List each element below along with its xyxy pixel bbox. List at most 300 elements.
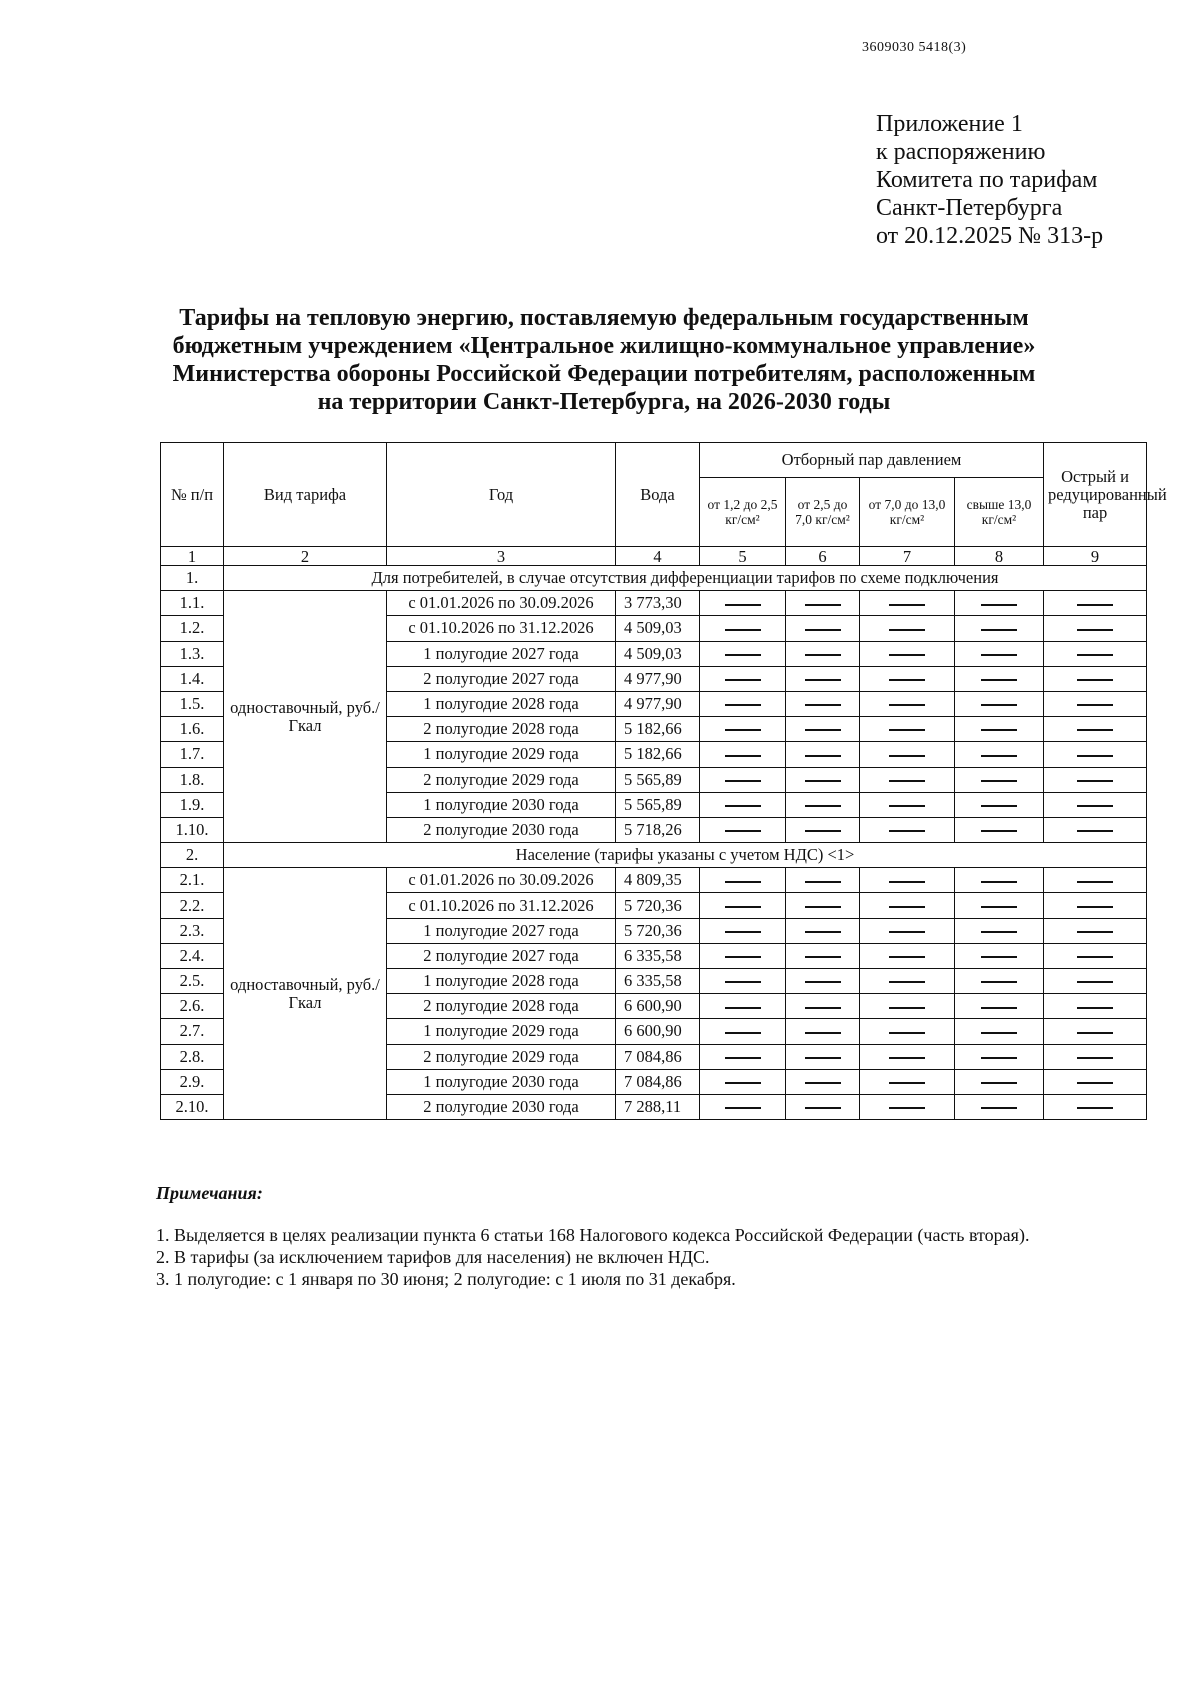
water-tariff-cell: 6 600,90 xyxy=(616,1019,700,1044)
column-number: 7 xyxy=(860,547,955,566)
section-title: Для потребителей, в случае отсутствия дифференциации тарифов по схеме подключения xyxy=(224,566,1147,591)
row-num: 2.2. xyxy=(161,893,224,918)
period-cell: с 01.10.2026 по 31.12.2026 xyxy=(387,893,616,918)
dash-cell xyxy=(860,591,955,616)
dash-mark xyxy=(805,704,841,706)
appendix-line: Санкт-Петербурга xyxy=(876,195,1063,221)
dash-cell xyxy=(786,767,860,792)
dash-mark xyxy=(889,906,925,908)
dash-cell xyxy=(955,742,1044,767)
period-cell: 2 полугодие 2028 года xyxy=(387,994,616,1019)
dash-mark xyxy=(1077,956,1113,958)
dash-cell xyxy=(700,767,786,792)
dash-mark xyxy=(805,881,841,883)
header-steam-1: от 1,2 до 2,5 кг/см² xyxy=(700,478,786,547)
dash-cell xyxy=(1044,994,1147,1019)
dash-cell xyxy=(786,717,860,742)
row-num: 1.6. xyxy=(161,717,224,742)
dash-mark xyxy=(981,1057,1017,1059)
dash-mark xyxy=(805,931,841,933)
dash-mark xyxy=(981,755,1017,757)
dash-mark xyxy=(805,1007,841,1009)
dash-cell xyxy=(860,893,955,918)
dash-cell xyxy=(786,969,860,994)
water-tariff-cell: 4 509,03 xyxy=(616,616,700,641)
dash-cell xyxy=(860,691,955,716)
column-number: 4 xyxy=(616,547,700,566)
water-tariff-cell: 7 288,11 xyxy=(616,1094,700,1119)
dash-mark xyxy=(1077,704,1113,706)
dash-mark xyxy=(981,604,1017,606)
dash-mark xyxy=(1077,780,1113,782)
dash-cell xyxy=(860,969,955,994)
dash-cell xyxy=(1044,616,1147,641)
title-line: Министерства обороны Российской Федерации потребителям, расположенным xyxy=(172,361,1036,387)
column-number: 5 xyxy=(700,547,786,566)
dash-mark xyxy=(889,881,925,883)
column-number: 9 xyxy=(1044,547,1147,566)
dash-cell xyxy=(700,641,786,666)
dash-mark xyxy=(805,654,841,656)
column-number: 3 xyxy=(387,547,616,566)
dash-mark xyxy=(1077,604,1113,606)
dash-cell xyxy=(860,918,955,943)
row-num: 2.9. xyxy=(161,1069,224,1094)
dash-cell xyxy=(786,792,860,817)
dash-cell xyxy=(1044,918,1147,943)
dash-cell xyxy=(955,641,1044,666)
row-num: 1.2. xyxy=(161,616,224,641)
period-cell: 1 полугодие 2028 года xyxy=(387,691,616,716)
dash-cell xyxy=(700,994,786,1019)
appendix-header xyxy=(876,110,1103,250)
dash-mark xyxy=(805,1057,841,1059)
dash-cell xyxy=(955,918,1044,943)
dash-cell xyxy=(955,767,1044,792)
period-cell: 1 полугодие 2030 года xyxy=(387,1069,616,1094)
row-num: 2.10. xyxy=(161,1094,224,1119)
period-cell: 1 полугодие 2027 года xyxy=(387,641,616,666)
dash-cell xyxy=(955,994,1044,1019)
header-sharp-steam: Острый и редуцированный пар xyxy=(1044,443,1147,547)
dash-mark xyxy=(725,1057,761,1059)
dash-cell xyxy=(1044,591,1147,616)
dash-cell xyxy=(786,943,860,968)
dash-mark xyxy=(805,780,841,782)
water-tariff-cell: 5 565,89 xyxy=(616,767,700,792)
title-line: Тарифы на тепловую энергию, поставляемую федеральным государственным xyxy=(179,305,1029,331)
dash-mark xyxy=(1077,755,1113,757)
water-tariff-cell: 6 600,90 xyxy=(616,994,700,1019)
dash-mark xyxy=(889,1107,925,1109)
water-tariff-cell: 5 182,66 xyxy=(616,717,700,742)
dash-cell xyxy=(786,691,860,716)
dash-cell xyxy=(860,1019,955,1044)
section-title: Население (тарифы указаны с учетом НДС) <1> xyxy=(224,843,1147,868)
row-num: 1.4. xyxy=(161,666,224,691)
dash-cell xyxy=(1044,943,1147,968)
dash-mark xyxy=(981,881,1017,883)
section-num: 1. xyxy=(161,566,224,591)
dash-cell xyxy=(955,1069,1044,1094)
dash-mark xyxy=(981,1107,1017,1109)
water-tariff-cell: 5 718,26 xyxy=(616,817,700,842)
water-tariff-cell: 7 084,86 xyxy=(616,1069,700,1094)
row-num: 1.1. xyxy=(161,591,224,616)
dash-mark xyxy=(805,830,841,832)
dash-cell xyxy=(700,616,786,641)
dash-mark xyxy=(1077,1007,1113,1009)
dash-cell xyxy=(955,893,1044,918)
dash-mark xyxy=(805,755,841,757)
dash-mark xyxy=(981,830,1017,832)
column-number: 6 xyxy=(786,547,860,566)
dash-cell xyxy=(786,893,860,918)
dash-mark xyxy=(805,729,841,731)
header-steam-4: свыше 13,0 кг/см² xyxy=(955,478,1044,547)
period-cell: с 01.10.2026 по 31.12.2026 xyxy=(387,616,616,641)
row-num: 1.3. xyxy=(161,641,224,666)
dash-mark xyxy=(981,931,1017,933)
dash-cell xyxy=(1044,969,1147,994)
dash-cell xyxy=(1044,1019,1147,1044)
dash-mark xyxy=(805,604,841,606)
dash-cell xyxy=(786,817,860,842)
dash-mark xyxy=(981,981,1017,983)
dash-cell xyxy=(955,1019,1044,1044)
column-number: 1 xyxy=(161,547,224,566)
dash-mark xyxy=(981,629,1017,631)
dash-mark xyxy=(889,1082,925,1084)
document-title xyxy=(120,304,1088,416)
header-tariff-type: Вид тарифа xyxy=(224,443,387,547)
row-num: 2.1. xyxy=(161,868,224,893)
appendix-line: Комитета по тарифам xyxy=(876,167,1098,193)
period-cell: 1 полугодие 2029 года xyxy=(387,742,616,767)
note-item: 2. В тарифы (за исключением тарифов для населения) не включен НДС. xyxy=(156,1247,710,1267)
dash-cell xyxy=(860,742,955,767)
water-tariff-cell: 4 977,90 xyxy=(616,666,700,691)
dash-cell xyxy=(1044,817,1147,842)
appendix-line: к распоряжению xyxy=(876,139,1046,165)
dash-mark xyxy=(981,1007,1017,1009)
dash-mark xyxy=(1077,906,1113,908)
dash-cell xyxy=(860,1094,955,1119)
dash-mark xyxy=(805,1032,841,1034)
column-number: 2 xyxy=(224,547,387,566)
period-cell: 2 полугодие 2027 года xyxy=(387,666,616,691)
dash-cell xyxy=(1044,717,1147,742)
tariff-type-cell: одноставочный, руб./Гкал xyxy=(224,868,387,1120)
dash-mark xyxy=(725,830,761,832)
period-cell: 1 полугодие 2027 года xyxy=(387,918,616,943)
dash-cell xyxy=(860,792,955,817)
header-steam-group: Отборный пар давлением xyxy=(700,443,1044,478)
dash-cell xyxy=(1044,792,1147,817)
dash-mark xyxy=(981,679,1017,681)
dash-mark xyxy=(725,805,761,807)
dash-cell xyxy=(860,943,955,968)
dash-cell xyxy=(1044,893,1147,918)
document-number: 3609030 5418(3) xyxy=(862,40,967,55)
dash-cell xyxy=(700,1094,786,1119)
dash-mark xyxy=(725,679,761,681)
dash-mark xyxy=(981,654,1017,656)
dash-cell xyxy=(700,591,786,616)
dash-mark xyxy=(981,704,1017,706)
dash-cell xyxy=(700,868,786,893)
tariff-type-cell: одноставочный, руб./Гкал xyxy=(224,591,387,843)
period-cell: 1 полугодие 2030 года xyxy=(387,792,616,817)
dash-mark xyxy=(889,830,925,832)
dash-cell xyxy=(955,717,1044,742)
column-numbers-row xyxy=(161,547,1147,566)
dash-mark xyxy=(725,1107,761,1109)
period-cell: с 01.01.2026 по 30.09.2026 xyxy=(387,868,616,893)
dash-cell xyxy=(786,1094,860,1119)
period-cell: с 01.01.2026 по 30.09.2026 xyxy=(387,591,616,616)
dash-mark xyxy=(805,805,841,807)
header-water: Вода xyxy=(616,443,700,547)
dash-mark xyxy=(889,704,925,706)
water-tariff-cell: 6 335,58 xyxy=(616,969,700,994)
section-row xyxy=(161,843,1147,868)
dash-mark xyxy=(725,629,761,631)
dash-mark xyxy=(981,780,1017,782)
dash-mark xyxy=(889,729,925,731)
row-num: 2.8. xyxy=(161,1044,224,1069)
dash-mark xyxy=(805,1082,841,1084)
period-cell: 1 полугодие 2029 года xyxy=(387,1019,616,1044)
row-num: 2.5. xyxy=(161,969,224,994)
dash-mark xyxy=(981,1082,1017,1084)
row-num: 1.10. xyxy=(161,817,224,842)
dash-cell xyxy=(955,616,1044,641)
dash-mark xyxy=(725,931,761,933)
water-tariff-cell: 7 084,86 xyxy=(616,1044,700,1069)
dash-cell xyxy=(1044,1044,1147,1069)
dash-mark xyxy=(725,729,761,731)
water-tariff-cell: 5 720,36 xyxy=(616,893,700,918)
row-num: 1.5. xyxy=(161,691,224,716)
period-cell: 2 полугодие 2028 года xyxy=(387,717,616,742)
dash-cell xyxy=(786,868,860,893)
dash-mark xyxy=(1077,679,1113,681)
dash-cell xyxy=(700,943,786,968)
dash-cell xyxy=(700,893,786,918)
title-line: бюджетным учреждением «Центральное жилищно-коммунальное управление» xyxy=(172,333,1036,359)
dash-mark xyxy=(725,755,761,757)
dash-mark xyxy=(889,604,925,606)
water-tariff-cell: 4 509,03 xyxy=(616,641,700,666)
period-cell: 2 полугодие 2030 года xyxy=(387,1094,616,1119)
dash-mark xyxy=(1077,1057,1113,1059)
dash-cell xyxy=(955,792,1044,817)
dash-mark xyxy=(805,956,841,958)
notes-block xyxy=(156,1182,1126,1290)
dash-cell xyxy=(955,868,1044,893)
dash-mark xyxy=(889,654,925,656)
header-steam-3: от 7,0 до 13,0 кг/см² xyxy=(860,478,955,547)
row-num: 2.3. xyxy=(161,918,224,943)
dash-cell xyxy=(786,1044,860,1069)
dash-mark xyxy=(725,704,761,706)
dash-mark xyxy=(889,679,925,681)
dash-mark xyxy=(725,981,761,983)
dash-cell xyxy=(1044,641,1147,666)
dash-mark xyxy=(725,604,761,606)
water-tariff-cell: 6 335,58 xyxy=(616,943,700,968)
dash-cell xyxy=(786,641,860,666)
dash-cell xyxy=(700,792,786,817)
dash-mark xyxy=(805,679,841,681)
dash-mark xyxy=(1077,629,1113,631)
dash-cell xyxy=(700,1044,786,1069)
dash-mark xyxy=(1077,1082,1113,1084)
dash-cell xyxy=(1044,691,1147,716)
dash-cell xyxy=(786,666,860,691)
dash-cell xyxy=(860,817,955,842)
section-num: 2. xyxy=(161,843,224,868)
dash-cell xyxy=(700,742,786,767)
dash-mark xyxy=(889,780,925,782)
dash-mark xyxy=(1077,805,1113,807)
note-item: 1. Выделяется в целях реализации пункта 6 статьи 168 Налогового кодекса Российской Федерации (часть вторая). xyxy=(156,1225,1030,1245)
dash-cell xyxy=(786,591,860,616)
dash-mark xyxy=(981,729,1017,731)
dash-mark xyxy=(981,956,1017,958)
dash-mark xyxy=(725,956,761,958)
appendix-line: от 20.12.2025 № 313-р xyxy=(876,223,1104,249)
dash-cell xyxy=(955,591,1044,616)
header-steam-2: от 2,5 до 7,0 кг/см² xyxy=(786,478,860,547)
row-num: 1.9. xyxy=(161,792,224,817)
dash-cell xyxy=(700,918,786,943)
dash-cell xyxy=(955,1044,1044,1069)
dash-mark xyxy=(805,981,841,983)
period-cell: 2 полугодие 2027 года xyxy=(387,943,616,968)
dash-mark xyxy=(889,1032,925,1034)
dash-mark xyxy=(805,629,841,631)
dash-mark xyxy=(725,906,761,908)
dash-cell xyxy=(786,1019,860,1044)
dash-mark xyxy=(725,881,761,883)
row-num: 2.6. xyxy=(161,994,224,1019)
dash-cell xyxy=(786,1069,860,1094)
dash-cell xyxy=(955,691,1044,716)
water-tariff-cell: 4 809,35 xyxy=(616,868,700,893)
dash-mark xyxy=(889,956,925,958)
dash-cell xyxy=(1044,742,1147,767)
row-num: 1.7. xyxy=(161,742,224,767)
dash-cell xyxy=(786,918,860,943)
dash-cell xyxy=(700,666,786,691)
period-cell: 1 полугодие 2028 года xyxy=(387,969,616,994)
dash-mark xyxy=(725,654,761,656)
dash-mark xyxy=(889,931,925,933)
water-tariff-cell: 5 182,66 xyxy=(616,742,700,767)
dash-cell xyxy=(955,817,1044,842)
period-cell: 2 полугодие 2030 года xyxy=(387,817,616,842)
header-num: № п/п xyxy=(161,443,224,547)
dash-cell xyxy=(860,767,955,792)
dash-cell xyxy=(1044,1094,1147,1119)
dash-cell xyxy=(700,717,786,742)
table-row xyxy=(161,591,1147,616)
dash-cell xyxy=(860,666,955,691)
column-number: 8 xyxy=(955,547,1044,566)
dash-cell xyxy=(786,616,860,641)
dash-mark xyxy=(1077,931,1113,933)
dash-mark xyxy=(981,805,1017,807)
dash-mark xyxy=(1077,981,1113,983)
dash-cell xyxy=(700,691,786,716)
notes-title: Примечания: xyxy=(156,1183,263,1203)
row-num: 2.7. xyxy=(161,1019,224,1044)
dash-cell xyxy=(955,969,1044,994)
dash-cell xyxy=(860,641,955,666)
dash-mark xyxy=(725,1007,761,1009)
appendix-line: Приложение 1 xyxy=(876,111,1023,137)
dash-cell xyxy=(700,969,786,994)
dash-mark xyxy=(1077,881,1113,883)
tariffs-table xyxy=(160,442,1167,1120)
dash-cell xyxy=(955,666,1044,691)
dash-cell xyxy=(860,1044,955,1069)
row-num: 2.4. xyxy=(161,943,224,968)
dash-cell xyxy=(955,1094,1044,1119)
dash-cell xyxy=(1044,666,1147,691)
section-row xyxy=(161,566,1147,591)
row-num: 1.8. xyxy=(161,767,224,792)
dash-mark xyxy=(1077,729,1113,731)
dash-mark xyxy=(1077,1107,1113,1109)
period-cell: 2 полугодие 2029 года xyxy=(387,1044,616,1069)
dash-mark xyxy=(1077,830,1113,832)
dash-mark xyxy=(725,1082,761,1084)
water-tariff-cell: 5 720,36 xyxy=(616,918,700,943)
dash-mark xyxy=(805,906,841,908)
dash-cell xyxy=(786,994,860,1019)
dash-cell xyxy=(860,868,955,893)
dash-cell xyxy=(700,1019,786,1044)
dash-mark xyxy=(725,1032,761,1034)
dash-mark xyxy=(889,981,925,983)
dash-mark xyxy=(981,906,1017,908)
water-tariff-cell: 5 565,89 xyxy=(616,792,700,817)
note-item: 3. 1 полугодие: с 1 января по 30 июня; 2 полугодие: с 1 июля по 31 декабря. xyxy=(156,1269,736,1289)
dash-cell xyxy=(955,943,1044,968)
dash-mark xyxy=(725,780,761,782)
dash-cell xyxy=(700,817,786,842)
dash-mark xyxy=(889,755,925,757)
table-row xyxy=(161,868,1147,893)
water-tariff-cell: 4 977,90 xyxy=(616,691,700,716)
header-year: Год xyxy=(387,443,616,547)
dash-mark xyxy=(889,629,925,631)
period-cell: 2 полугодие 2029 года xyxy=(387,767,616,792)
dash-cell xyxy=(1044,1069,1147,1094)
dash-cell xyxy=(860,1069,955,1094)
dash-cell xyxy=(860,717,955,742)
title-line: на территории Санкт-Петербурга, на 2026-2030 годы xyxy=(317,389,891,415)
dash-cell xyxy=(860,616,955,641)
dash-cell xyxy=(700,1069,786,1094)
water-tariff-cell: 3 773,30 xyxy=(616,591,700,616)
dash-cell xyxy=(1044,767,1147,792)
dash-mark xyxy=(1077,1032,1113,1034)
dash-mark xyxy=(889,1007,925,1009)
